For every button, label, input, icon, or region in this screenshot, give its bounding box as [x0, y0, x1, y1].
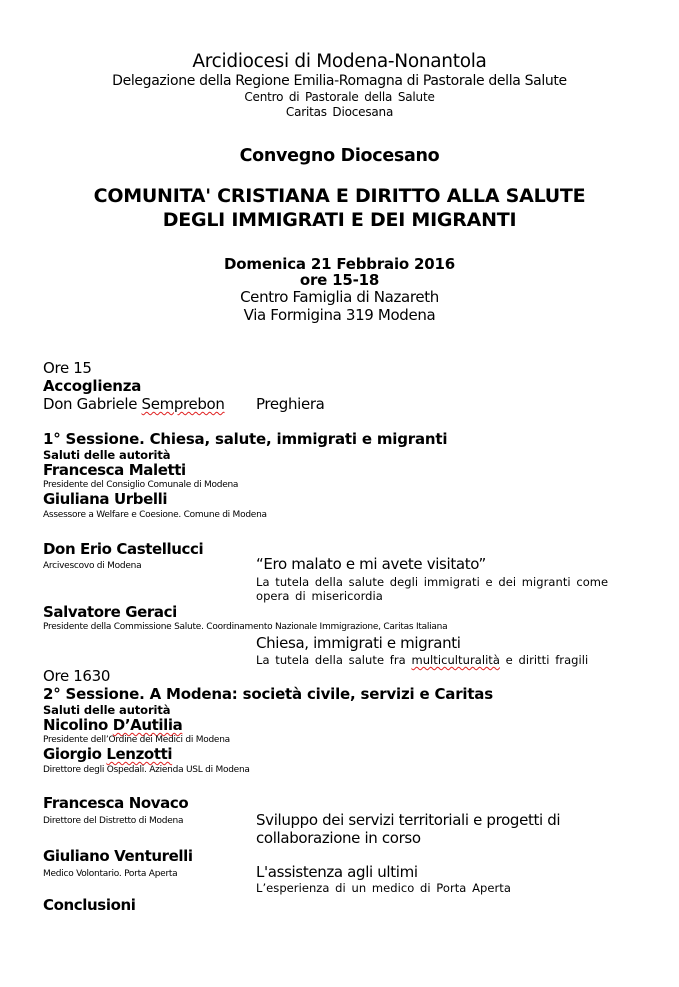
- talk-subtitle: L’esperienza di un medico di Porta Aperta: [256, 881, 511, 895]
- authority-name: Francesca Maletti: [43, 461, 186, 479]
- caritas-name: Caritas Diocesana: [285, 105, 394, 119]
- authority-role: Direttore degli Ospedali. Azienda USL di Modena: [43, 765, 250, 775]
- opening-speaker-last: Semprebon: [141, 395, 225, 413]
- opening-time: Ore 15: [43, 359, 92, 377]
- authority-last-name: D’Autilia: [112, 716, 183, 734]
- authority-role: Assessore a Welfare e Coesione. Comune di Modena: [43, 510, 267, 520]
- talk-title: L'assistenza agli ultimi: [256, 863, 418, 881]
- opening-activity: Preghiera: [256, 395, 325, 413]
- event-date: Domenica 21 Febbraio 2016: [224, 255, 455, 273]
- talk-title-line-2: collaborazione in corso: [256, 829, 421, 847]
- session-2-time: Ore 1630: [43, 667, 111, 685]
- talk-title: Chiesa, immigrati e migranti: [256, 634, 461, 652]
- authority-role: Presidente del Consiglio Comunale di Modena: [43, 480, 239, 490]
- authority-role: Presidente dell’Ordine dei Medici di Modena: [43, 735, 230, 745]
- event-type: Convegno Diocesano: [239, 146, 440, 166]
- talk-subtitle: [256, 653, 588, 667]
- talk-subtitle-line-2: opera di misericordia: [256, 589, 383, 603]
- speaker-role: Medico Volontario. Porta Aperta: [43, 869, 178, 879]
- center-name: Centro di Pastorale della Salute: [244, 90, 435, 104]
- session-2-title: 2° Sessione. A Modena: società civile, servizi e Caritas: [43, 685, 493, 703]
- talk-subtitle-pre: La tutela della salute fra: [256, 653, 412, 667]
- talk-title: “Ero malato e mi avete visitato”: [256, 555, 486, 573]
- session-1-greetings: Saluti delle autorità: [43, 448, 171, 462]
- organization-name: Arcidiocesi di Modena-Nonantola: [192, 51, 487, 72]
- session-1-title: 1° Sessione. Chiesa, salute, immigrati e migranti: [43, 430, 448, 448]
- speaker-name: Giuliano Venturelli: [43, 847, 193, 865]
- talk-subtitle-flagged-word: multiculturalità: [411, 653, 500, 667]
- authority-name: [43, 745, 172, 763]
- authority-name: [43, 716, 182, 734]
- speaker-name: Don Erio Castellucci: [43, 540, 204, 558]
- authority-name: Giuliana Urbelli: [43, 490, 168, 508]
- speaker-role: Arcivescovo di Modena: [43, 561, 142, 571]
- event-title-line-1: COMUNITA' CRISTIANA E DIRITTO ALLA SALUTE: [93, 185, 586, 207]
- event-address: Via Formigina 319 Modena: [243, 306, 436, 324]
- authority-first-name: Giorgio: [43, 745, 107, 763]
- speaker-role: Direttore del Distretto di Modena: [43, 816, 184, 826]
- session-2-greetings: Saluti delle autorità: [43, 703, 171, 717]
- event-title-line-2: DEGLI IMMIGRATI E DEI MIGRANTI: [162, 209, 517, 231]
- speaker-name: Francesca Novaco: [43, 794, 189, 812]
- talk-title-line-1: Sviluppo dei servizi territoriali e progetti di: [256, 811, 561, 829]
- opening-heading: Accoglienza: [43, 377, 142, 395]
- opening-speaker: [43, 395, 225, 413]
- talk-subtitle-line-1: La tutela della salute degli immigrati e dei migranti come: [256, 575, 609, 589]
- authority-last-name: Lenzotti: [106, 745, 173, 763]
- event-time: ore 15-18: [299, 271, 380, 289]
- speaker-name: Salvatore Geraci: [43, 603, 177, 621]
- speaker-role: Presidente della Commissione Salute. Coordinamento Nazionale Immigrazione, Caritas Italiana: [43, 622, 448, 632]
- delegation-name: Delegazione della Regione Emilia-Romagna di Pastorale della Salute: [112, 73, 567, 89]
- conclusions: Conclusioni: [43, 896, 136, 914]
- opening-speaker-first: Don Gabriele: [43, 395, 142, 413]
- talk-subtitle-post: e diritti fragili: [499, 653, 589, 667]
- authority-first-name: Nicolino: [43, 716, 113, 734]
- event-venue: Centro Famiglia di Nazareth: [240, 288, 439, 306]
